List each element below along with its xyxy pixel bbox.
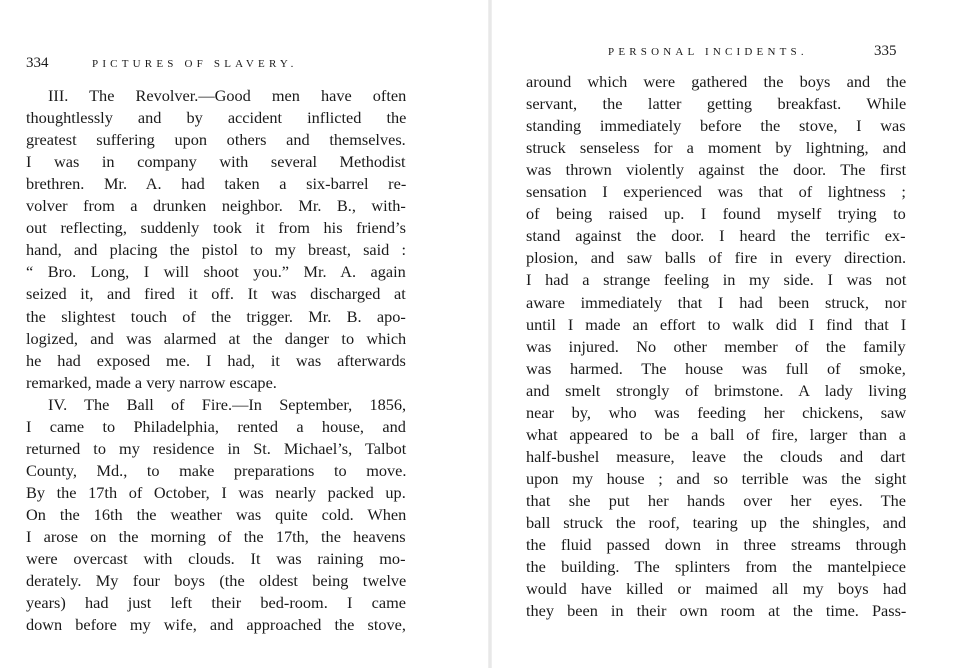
right-page-number: 335 (874, 43, 897, 59)
text-line: thoughtlessly and by accident inflicted the (26, 108, 407, 128)
text-line: logized, and was alarmed at the danger to which (26, 328, 407, 348)
text-line: was thrown violently against the door. The first (526, 160, 907, 180)
text-line: sensation I experienced was that of lightness ; (526, 182, 906, 202)
text-line: County, Md., to make preparations to move. (26, 460, 407, 480)
text-line: they been in their own room at the time. Pass- (526, 601, 907, 621)
text-line: near by, who was feeding her chickens, saw (526, 402, 907, 422)
text-line: standing immediately before the stove, I was (526, 116, 906, 136)
text-line: servant, the latter getting breakfast. While (526, 94, 907, 114)
text-line: half-bushel measure, leave the clouds and dart (526, 446, 906, 466)
text-line: that she put her hands over her eyes. The (526, 490, 906, 510)
text-line: struck senseless for a moment by lightning, and (526, 138, 907, 158)
text-line: I had a strange feeling in my side. I was not (526, 270, 907, 290)
text-line: hand, and placing the pistol to my breast, said : (26, 240, 407, 260)
text-line: out reflecting, suddenly took it from his friend’s (26, 218, 406, 238)
text-line: upon my house ; and so terrible was the sight (526, 468, 907, 488)
text-line: aware immediately that I had been struck, nor (526, 292, 907, 312)
text-line: remarked, made a very narrow escape. (26, 372, 277, 392)
text-line: I came to Philadelphia, rented a house, and (26, 416, 406, 436)
right-page (490, 0, 980, 668)
text-line: around which were gathered the boys and the (526, 72, 907, 91)
text-line: “ Bro. Long, I will shoot you.” Mr. A. again (26, 262, 406, 282)
text-line: was harmed. The house was full of smoke, (526, 358, 906, 378)
text-line: ball struck the roof, tearing up the shingles, and (526, 513, 907, 532)
text-line: what appeared to be a ball of fire, larger than a (526, 424, 906, 444)
text-line: would have killed or maimed all my boys had (526, 579, 907, 599)
text-line: was injured. No other member of the family (526, 336, 906, 356)
text-line: he had exposed me. I had, it was afterwards (26, 350, 406, 370)
text-line: down before my wife, and approached the stove, (26, 615, 406, 635)
text-line: I was in company with several Methodist (26, 152, 406, 172)
text-line: and smelt strongly of brimstone. A lady living (526, 380, 907, 400)
text-line: greatest suffering upon others and themselves. (26, 130, 406, 150)
text-line: IV. The Ball of Fire.—In September, 1856, (48, 394, 407, 414)
text-line: brethren. Mr. A. had taken a six-barrel re- (26, 174, 407, 194)
text-line: of being raised up. I found myself trying to (526, 204, 906, 224)
text-line: seized it, and fired it off. It was discharged at (26, 284, 406, 304)
text-line: the slightest touch of the trigger. Mr. B. apo- (26, 306, 406, 326)
text-line: By the 17th of October, I was nearly packed up. (26, 482, 406, 502)
text-line: until I made an effort to walk did I find that I (526, 314, 907, 334)
text-line: years) had just left their bed-room. I came (26, 593, 406, 613)
right-running-head: PERSONAL INCIDENTS. (608, 46, 808, 58)
text-line: returned to my residence in St. Michael’s, Talbot (26, 438, 407, 458)
left-running-head: PICTURES OF SLAVERY. (92, 58, 298, 70)
left-page-number: 334 (26, 55, 49, 71)
text-line: On the 16th the weather was quite cold. When (26, 504, 407, 524)
text-line: were overcast with clouds. It was raining mo- (26, 549, 406, 569)
text-line: I arose on the morning of the 17th, the heavens (26, 527, 406, 546)
text-line: the fluid passed down in three streams through (526, 535, 907, 555)
text-line: derately. My four boys (the oldest being twelve (26, 571, 407, 591)
text-line: stand against the door. I heard the terrific ex- (526, 226, 906, 246)
text-line: the building. The splinters from the mantelpiece (526, 557, 907, 577)
text-line: III. The Revolver.—Good men have often (48, 86, 407, 105)
text-line: plosion, and saw balls of fire in every direction. (526, 248, 907, 268)
text-line: volver from a drunken neighbor. Mr. B., with- (26, 196, 406, 216)
